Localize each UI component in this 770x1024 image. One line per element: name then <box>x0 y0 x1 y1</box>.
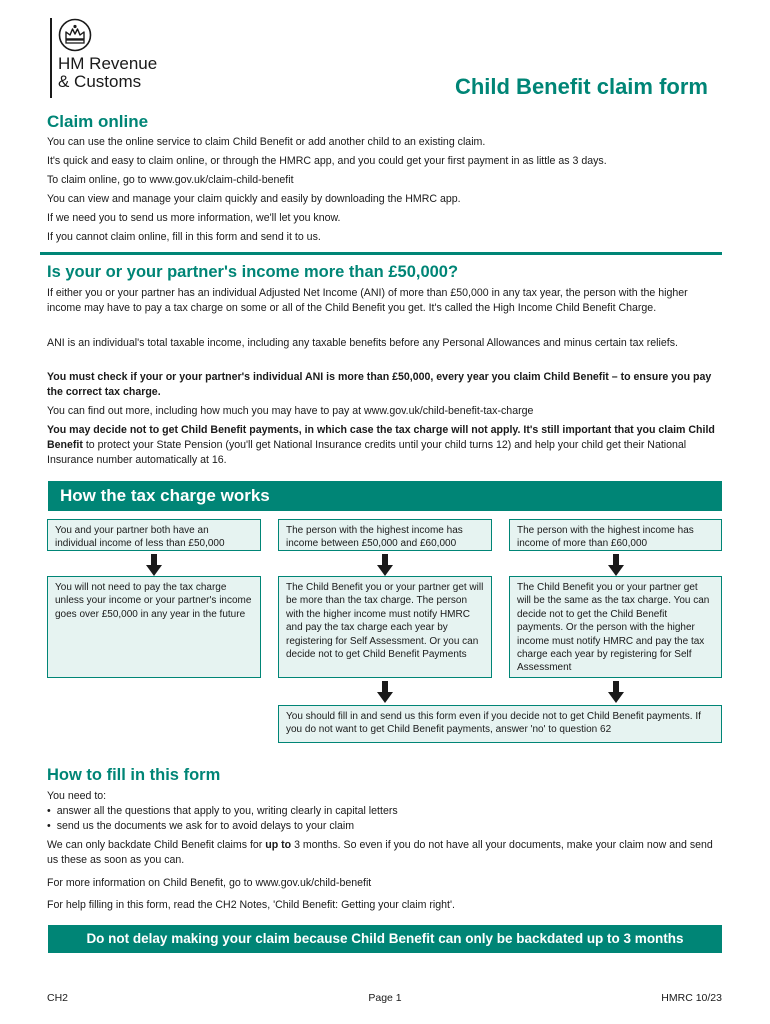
how-to-fill-list <box>47 804 722 834</box>
help-text: For help filling in this form, read the CH2 Notes, 'Child Benefit: Getting your claim right'. <box>47 899 455 911</box>
flow-result-low: You will not need to pay the tax charge unless your income or your partner's income goes over £50,000 in any year in the future <box>47 576 261 678</box>
flow-box-high-income: The person with the highest income has income of more than £60,000 <box>509 519 722 551</box>
arrow-down-icon <box>608 554 624 576</box>
claim-online-p6: If you cannot claim online, fill in this form and send it to us. <box>47 231 321 243</box>
footer-version: HMRC 10/23 <box>661 992 722 1004</box>
org-line-2: & Customs <box>58 72 142 91</box>
arrow-down-icon <box>146 554 162 576</box>
footer-page-number: Page 1 <box>368 992 402 1004</box>
arrow-down-icon <box>377 681 393 703</box>
backdate-bold: up to <box>265 839 292 851</box>
how-to-fill-intro: You need to: <box>47 790 107 802</box>
flow-box-mid-income: The person with the highest income has income between £50,000 and £60,000 <box>278 519 492 551</box>
flow-box-low-income: You and your partner both have an individual income of less than £50,000 <box>47 519 261 551</box>
header-rule <box>50 18 52 98</box>
income-p5 <box>47 423 722 467</box>
claim-online-p4: You can view and manage your claim quickly and easily by downloading the HMRC app. <box>47 193 461 205</box>
flow-result-mid: The Child Benefit you or your partner get will be more than the tax charge. The person with the higher income must notify HMRC and pay the tax charge each year by registering for Self Assessment. Or you can decide not to get Child Benefit Payments <box>278 576 492 678</box>
claim-online-p5: If we need you to send us more information, we'll let you know. <box>47 212 341 224</box>
list-item: • send us the documents we ask for to avoid delays to your claim <box>47 819 722 834</box>
income-p5-bold: You may decide not to get Child Benefit payments, in which case the tax charge will not apply. It's still important that you claim Child Benefit <box>47 424 715 451</box>
claim-online-p1: You can use the online service to claim Child Benefit or add another child to an existing claim. <box>47 136 486 148</box>
form-title: Child Benefit claim form <box>454 74 708 99</box>
footer-form-code: CH2 <box>47 992 69 1004</box>
claim-online-p3: To claim online, go to www.gov.uk/claim-child-benefit <box>47 174 294 186</box>
section-divider <box>40 252 722 255</box>
org-logo-text <box>58 55 157 91</box>
backdate-banner <box>48 925 722 953</box>
backdate-post: 3 months. So even if you do not have all your documents, make your claim now and send us these as soon as you can. <box>47 839 713 866</box>
backdate-banner-text: Do not delay making your claim because Child Benefit can only be backdated up to 3 months <box>86 931 684 946</box>
how-to-fill-heading: How to fill in this form <box>47 766 221 784</box>
crown-crest-icon <box>58 18 92 52</box>
income-p2: ANI is an individual's total taxable income, including any taxable benefits before any Personal Allowances and minus certain tax reliefs. <box>47 337 678 349</box>
income-heading: Is your or your partner's income more than £50,000? <box>47 263 459 281</box>
more-info-link-text: For more information on Child Benefit, go to www.gov.uk/child-benefit <box>47 877 372 889</box>
claim-online-heading: Claim online <box>47 112 149 131</box>
tax-charge-heading: How the tax charge works <box>60 486 270 505</box>
income-p5-rest: to protect your State Pension (you'll get National Insurance credits until your child turns 12) and help your child get their National Insurance number automatically at 16. <box>47 438 687 466</box>
tax-charge-banner <box>48 481 722 511</box>
flow-result-high: The Child Benefit you or your partner get will be the same as the tax charge. You can decide not to get the Child Benefit payments. Or the person with the higher income must notify HMRC and pay the tax charge each year by registering for Self Assessment <box>509 576 722 678</box>
backdate-note <box>47 838 722 868</box>
list-item: • answer all the questions that apply to you, writing clearly in capital letters <box>47 804 722 819</box>
arrow-down-icon <box>608 681 624 703</box>
arrow-down-icon <box>377 554 393 576</box>
org-line-1: HM Revenue <box>58 54 158 73</box>
income-p3: You must check if your or your partner's individual ANI is more than £50,000, every year you claim Child Benefit – to ensure you pay the correct tax charge. <box>47 371 712 398</box>
flow-box-fill-form: You should fill in and send us this form even if you decide not to get Child Benefit payments. If you do not want to get Child Benefit payments, answer 'no' to question 62 <box>278 705 722 743</box>
income-p1: If either you or your partner has an individual Adjusted Net Income (ANI) of more than £50,000 in any tax year, the person with the higher income may have to pay a tax charge on some or all of the Child Benefit you get. It's called the High Income Child Benefit Charge. <box>47 287 688 314</box>
claim-online-p2: It's quick and easy to claim online, or through the HMRC app, and you could get your first payment in as little as 3 days. <box>47 155 607 167</box>
income-p4: You can find out more, including how much you may have to pay at www.gov.uk/child-benefit-tax-charge <box>47 405 534 417</box>
backdate-pre: We can only backdate Child Benefit claims for <box>47 839 266 851</box>
